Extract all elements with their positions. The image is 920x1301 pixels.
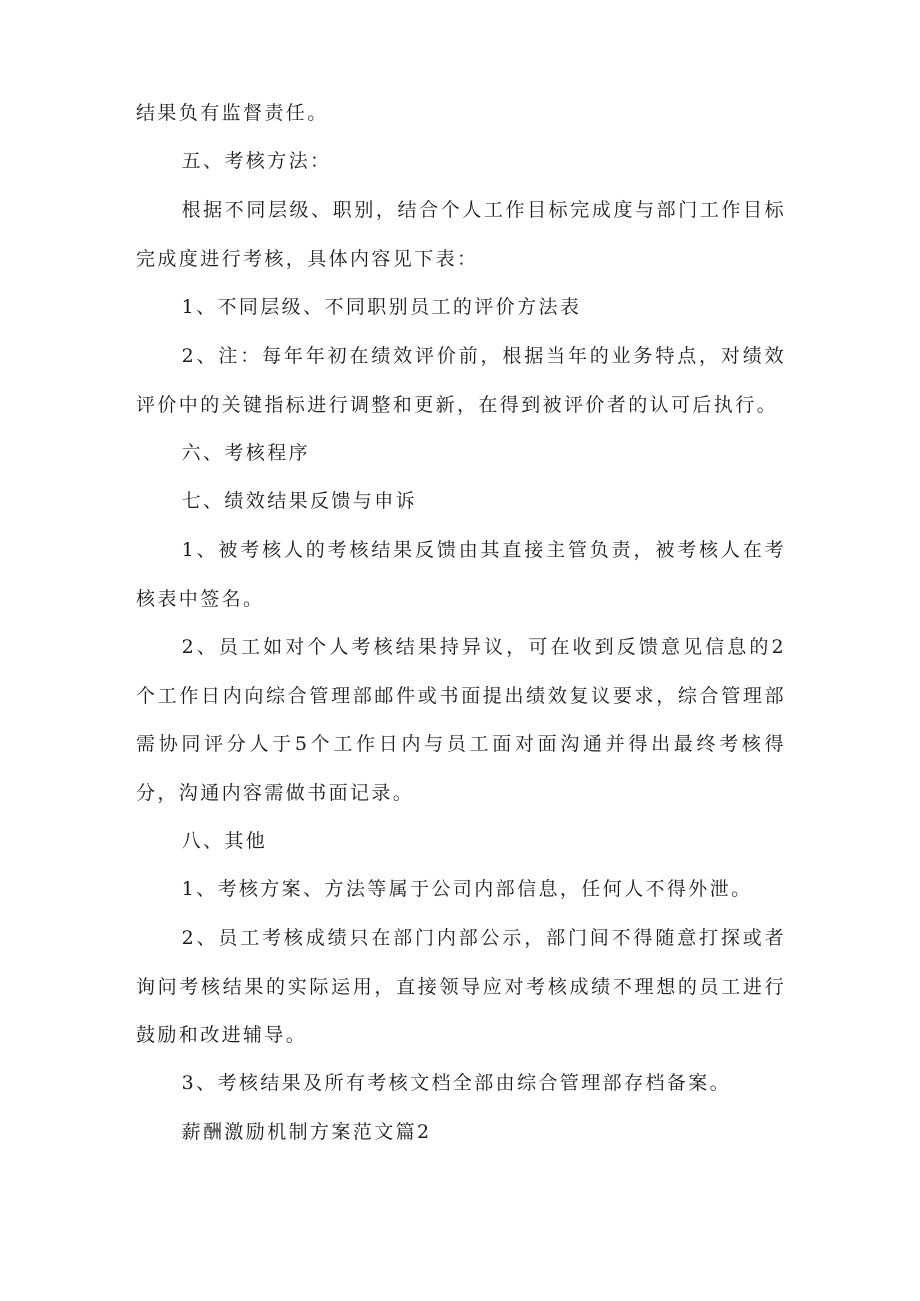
heading-section-7: 七、绩效结果反馈与申诉: [181, 490, 417, 512]
list-item-other-3: 3、考核结果及所有考核文档全部由综合管理部存档备案。: [181, 1072, 732, 1094]
list-item-other-2: 2、员工考核成绩只在部门内部公示，部门间不得随意打探或者询问考核结果的实际运用，直接领导应对考核成绩不理想的员工进行鼓励和改进辅导。: [136, 927, 786, 1046]
heading-section-5: 五、考核方法：: [181, 150, 332, 172]
heading-section-6: 六、考核程序: [181, 442, 310, 464]
list-item-method-2: 2、注：每年年初在绩效评价前，根据当年的业务特点，对绩效评价中的关键指标进行调整和更新，在得到被评价者的认可后执行。: [136, 345, 786, 416]
list-item-method-1: 1、不同层级、不同职别员工的评价方法表: [181, 296, 582, 318]
paragraph-method-intro: 根据不同层级、职别，结合个人工作目标完成度与部门工作目标完成度进行考核，具体内容见下表：: [136, 199, 786, 270]
list-item-feedback-1: 1、被考核人的考核结果反馈由其直接主管负责，被考核人在考核表中签名。: [136, 539, 786, 610]
list-item-other-1: 1、考核方案、方法等属于公司内部信息，任何人不得外泄。: [181, 878, 753, 900]
section-title-part-2: 薪酬激励机制方案范文篇2: [181, 1121, 432, 1143]
list-item-feedback-2: 2、员工如对个人考核结果持异议，可在收到反馈意见信息的2个工作日内向综合管理部邮件或书面提出绩效复议要求，综合管理部需协同评分人于5个工作日内与员工面对面沟通并得出最终考核得分，沟通内容需做书面记录。: [136, 636, 786, 804]
paragraph-continuation: 结果负有监督责任。: [136, 102, 329, 124]
heading-section-8: 八、其他: [181, 830, 268, 852]
